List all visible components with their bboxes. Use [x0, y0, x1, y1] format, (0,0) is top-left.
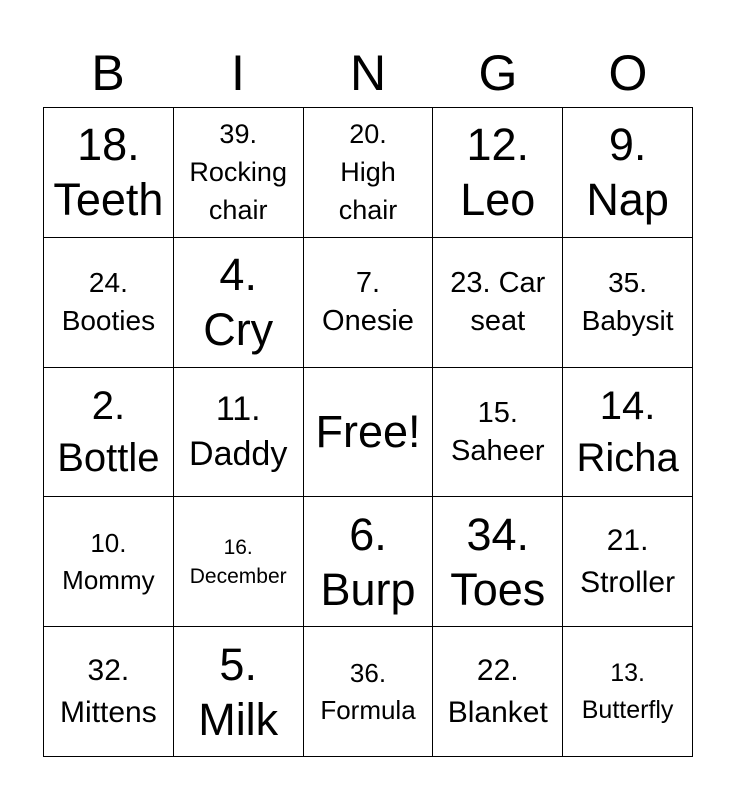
cell-label: 4. Cry: [203, 249, 274, 356]
bingo-cell-r1c2: [174, 108, 304, 238]
bingo-cell-r5c4: [433, 627, 563, 757]
cell-label: 11. Daddy: [189, 389, 288, 473]
bingo-cell-r5c3: [304, 627, 434, 757]
cell-label: 18. Teeth: [53, 119, 164, 226]
bingo-header: [43, 38, 693, 108]
bingo-cell-free: [304, 368, 434, 498]
cell-label: 39. Rocking chair: [189, 119, 287, 226]
bingo-cell-r3c4: [433, 368, 563, 498]
bingo-cell-r4c1: [44, 497, 174, 627]
cell-label: 34. Toes: [450, 508, 546, 615]
bingo-cell-r2c4: [433, 238, 563, 368]
bingo-cell-r3c1: [44, 368, 174, 498]
cell-label: 6. Burp: [320, 508, 416, 615]
cell-label: 23. Car seat: [450, 267, 546, 338]
header-letter-o: O: [608, 45, 648, 101]
cell-label: 22. Blanket: [447, 653, 548, 729]
header-letter-i: I: [231, 45, 245, 101]
bingo-cell-r4c5: [563, 497, 693, 627]
bingo-cell-r5c5: [563, 627, 693, 757]
bingo-cell-r4c3: [304, 497, 434, 627]
bingo-cell-r3c2: [174, 368, 304, 498]
cell-label: 16. December: [189, 535, 287, 588]
bingo-cell-r4c4: [433, 497, 563, 627]
bingo-cell-r5c1: [44, 627, 174, 757]
cell-label: 12. Leo: [460, 119, 536, 226]
cell-label: 35. Babysit: [581, 267, 674, 337]
bingo-cell-r1c3: [304, 108, 434, 238]
header-letter-b: B: [91, 45, 125, 101]
bingo-cell-r1c5: [563, 108, 693, 238]
bingo-card-grid: [43, 107, 693, 757]
cell-label: 2. Bottle: [57, 383, 160, 480]
bingo-cell-r2c2: [174, 238, 304, 368]
bingo-cell-r4c2: [174, 497, 304, 627]
bingo-cell-r5c2: [174, 627, 304, 757]
cell-label: 5. Milk: [198, 638, 279, 745]
bingo-cell-r2c1: [44, 238, 174, 368]
bingo-cell-r2c3: [304, 238, 434, 368]
cell-label: 15. Saheer: [451, 396, 545, 467]
cell-label: 32. Mittens: [60, 653, 157, 729]
header-letter-n: N: [349, 45, 387, 101]
cell-label: 36. Formula: [320, 657, 416, 725]
cell-label: 24. Booties: [61, 267, 156, 337]
bingo-cell-r3c5: [563, 368, 693, 498]
header-letter-g: G: [478, 45, 518, 101]
cell-label: 21. Stroller: [580, 523, 676, 599]
cell-label: 9. Nap: [586, 119, 669, 226]
bingo-cell-r2c5: [563, 238, 693, 368]
cell-label: 14. Richa: [576, 383, 679, 480]
bingo-cell-r1c4: [433, 108, 563, 238]
free-space-label: Free!: [315, 406, 421, 458]
cell-label: 13. Butterfly: [581, 658, 674, 724]
bingo-cell-r1c1: [44, 108, 174, 238]
cell-label: 7. Onesie: [322, 267, 414, 338]
cell-label: 10. Mommy: [62, 527, 155, 595]
cell-label: 20. High chair: [338, 119, 398, 226]
